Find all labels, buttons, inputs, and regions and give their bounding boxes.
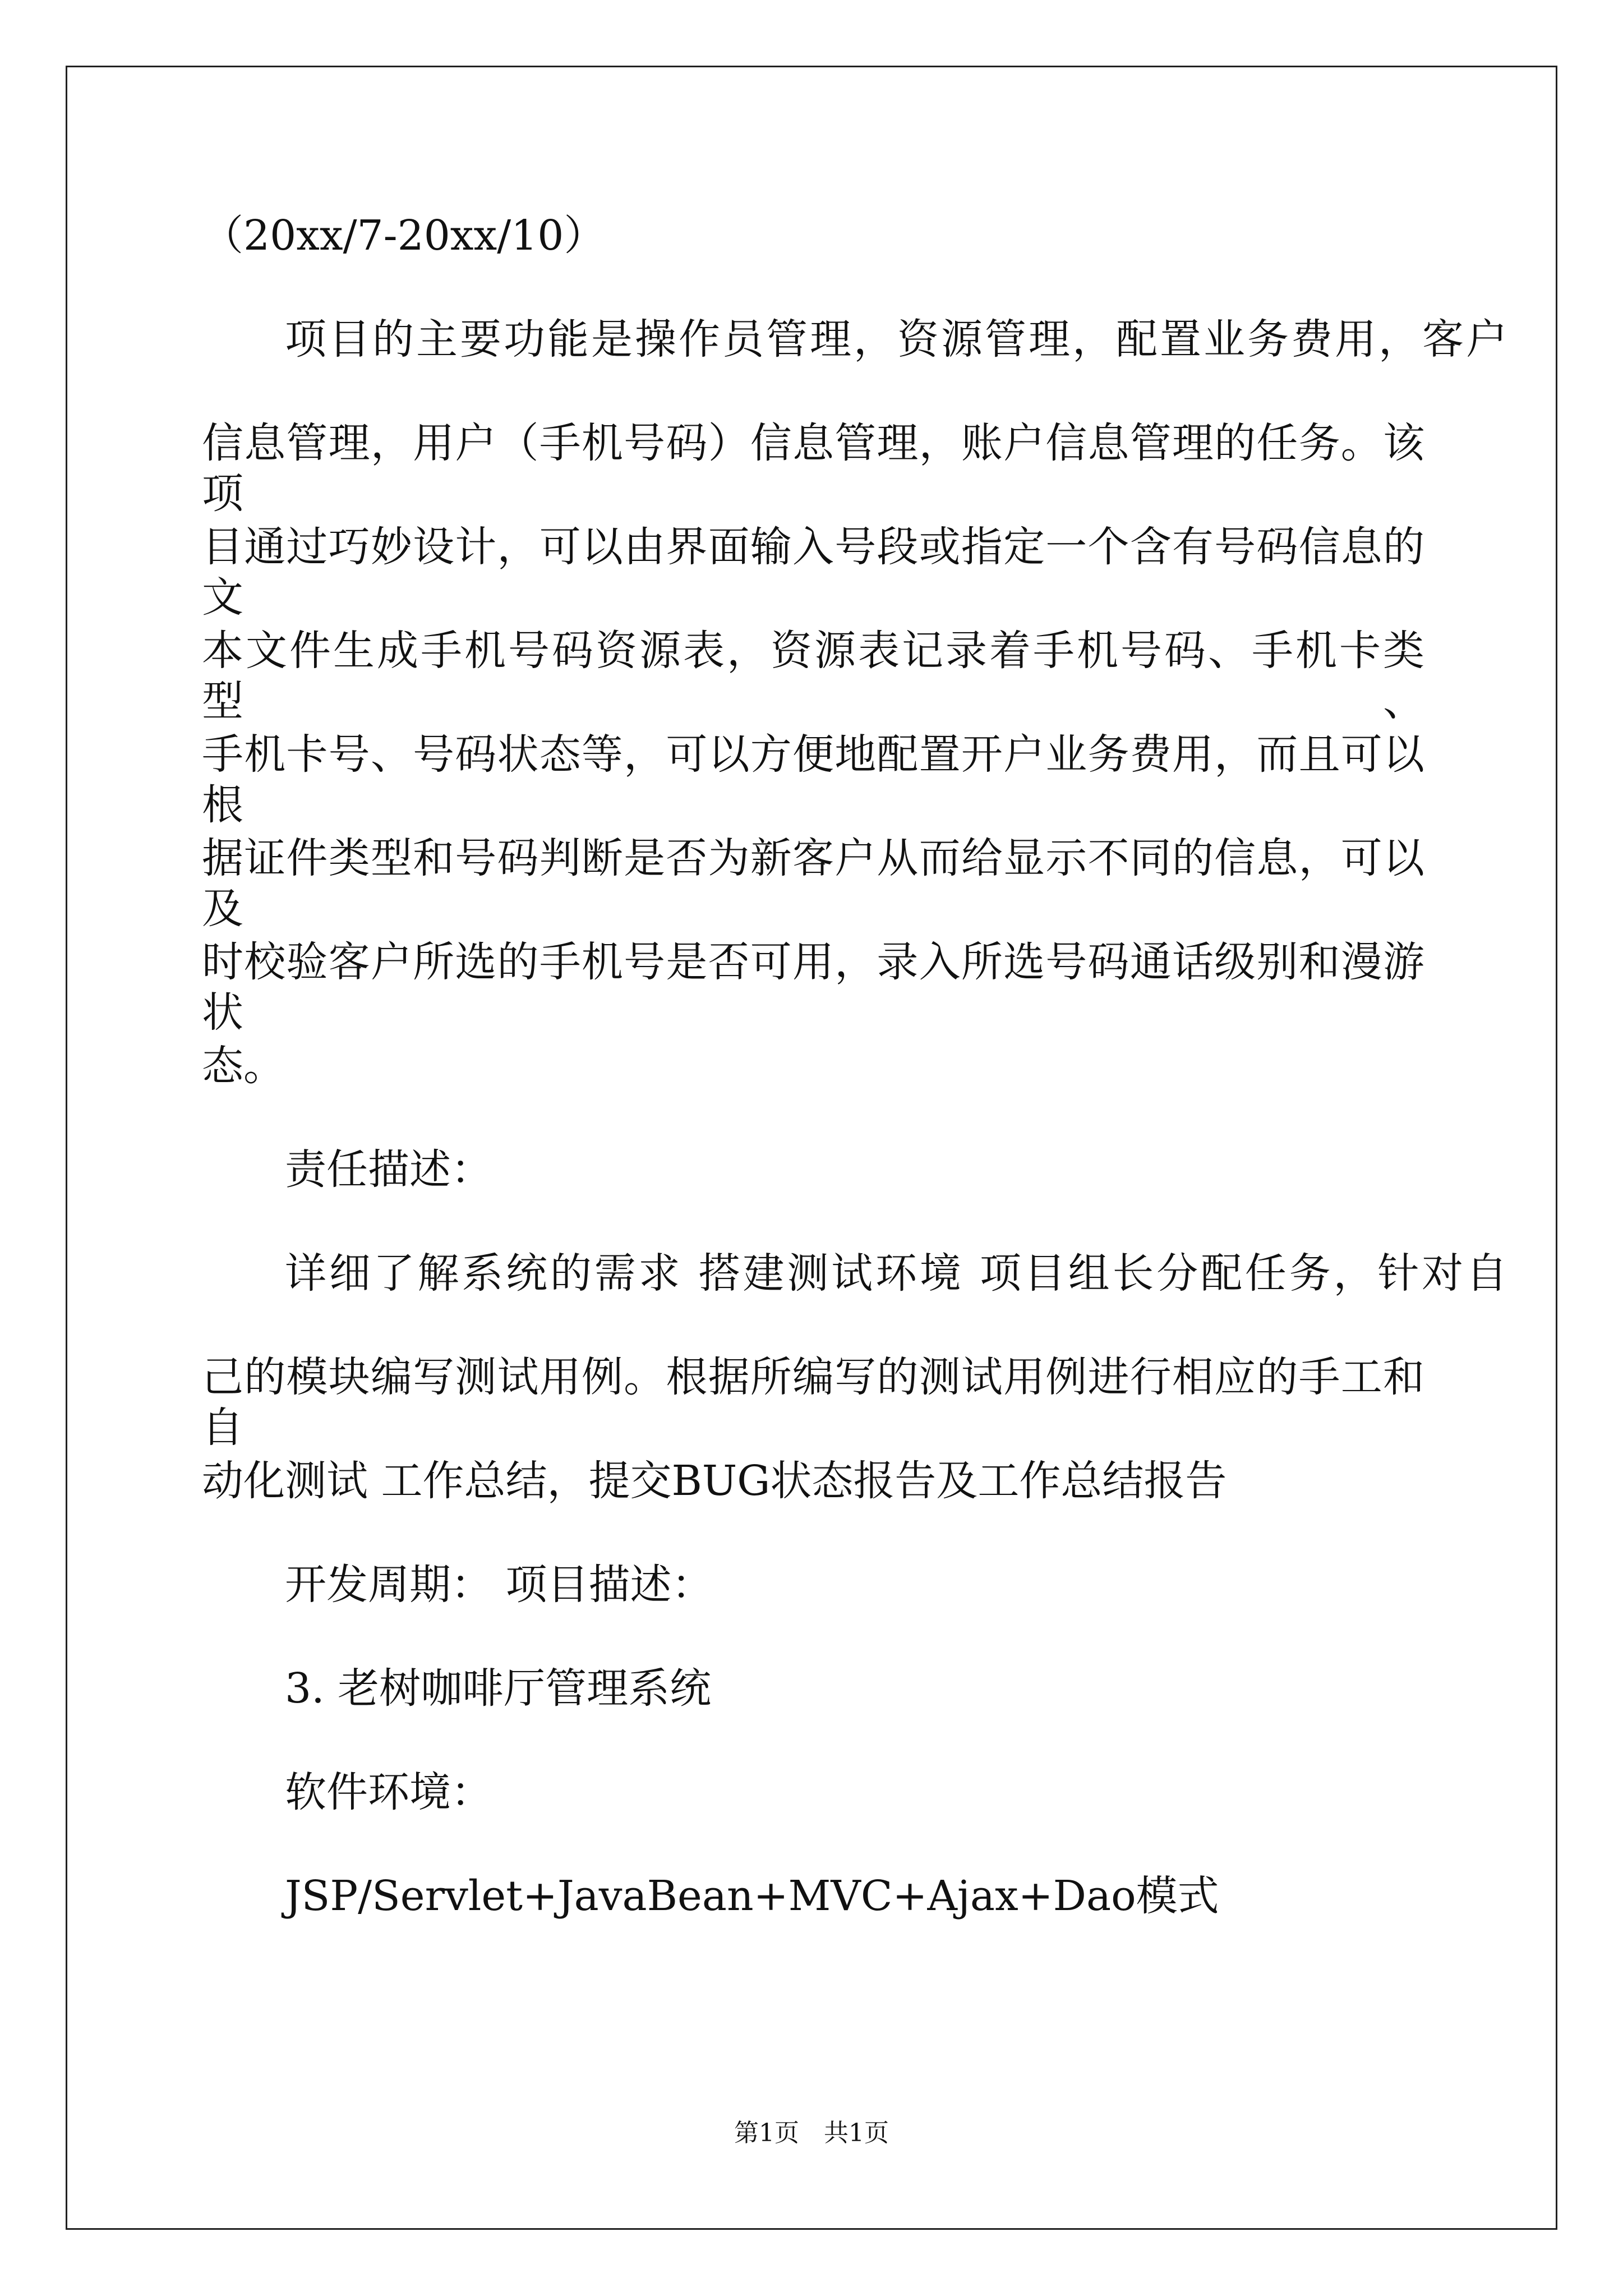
paragraph-line: 目通过巧妙设计，可以由界面输入号段或指定一个含有号码信息的文 — [202, 523, 1424, 622]
section-heading: 开发周期： 项目描述： — [285, 1561, 713, 1609]
paragraph-line: JSP/Servlet+JavaBean+MVC+Ajax+Dao模式 — [285, 1872, 1219, 1920]
section-heading: 软件环境： — [285, 1768, 492, 1816]
section-heading: 3. 老树咖啡厅管理系统 — [285, 1664, 712, 1713]
paragraph-line: 时校验客户所选的手机号是否可用，录入所选号码通话级别和漫游状 — [202, 938, 1424, 1037]
paragraph-line: 据证件类型和号码判断是否为新客户从而给显示不同的信息，可以及 — [202, 834, 1424, 933]
paragraph-line: 本文件生成手机号码资源表，资源表记录着手机号码、手机卡类型、 — [202, 627, 1424, 725]
date-range: （20xx/7-20xx/10） — [202, 211, 606, 260]
paragraph-line: 动化测试 工作总结，提交BUG状态报告及工作总结报告 — [202, 1457, 1227, 1505]
page-footer: 第1页 共1页 — [734, 2119, 889, 2147]
paragraph-line: 项目的主要功能是操作员管理，资源管理，配置业务费用，客户 — [285, 315, 1507, 364]
paragraph-line: 态。 — [202, 1042, 285, 1090]
paragraph-line: 己的模块编写测试用例。根据所编写的测试用例进行相应的手工和自 — [202, 1353, 1424, 1452]
paragraph-line: 信息管理，用户（手机号码）信息管理，账户信息管理的任务。该项 — [202, 419, 1424, 518]
paragraph-line: 详细了解系统的需求 搭建测试环境 项目组长分配任务，针对自 — [285, 1249, 1507, 1297]
paragraph-line: 手机卡号、号码状态等，可以方便地配置开户业务费用，而且可以根 — [202, 730, 1424, 829]
section-heading: 责任描述： — [285, 1145, 492, 1194]
